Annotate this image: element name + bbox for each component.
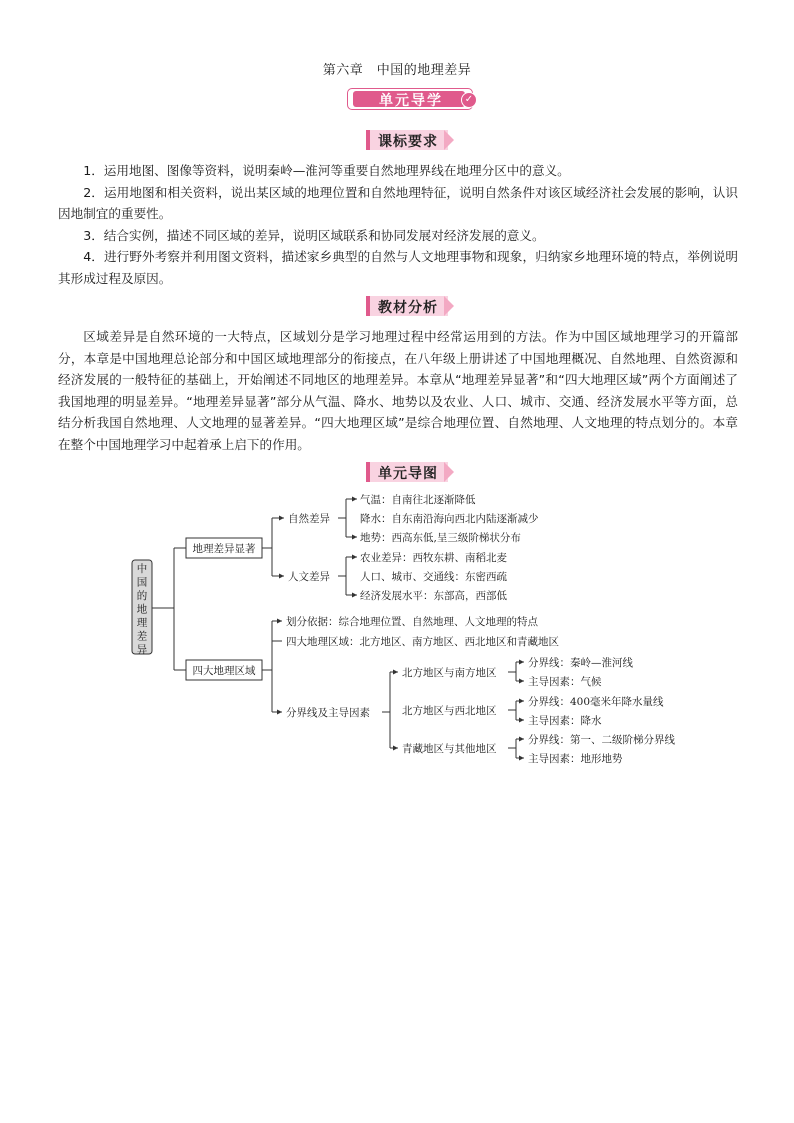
leaf-divider-line: 分界线：秦岭—淮河线: [528, 657, 633, 669]
leaf-divider-factor: 主导因素：气候: [528, 676, 602, 688]
leaf-human: 经济发展水平：东部高，西部低: [360, 590, 507, 602]
node-four-regions: 四大地理区域：北方地区、南方地区、西北地区和青藏地区: [286, 636, 559, 648]
root-label: 中国的地理差异: [136, 563, 148, 656]
check-icon: ✓: [461, 92, 477, 108]
chapter-title: 第六章 中国的地理差异: [322, 63, 472, 78]
leaf-divider-line: 分界线：400毫米年降水量线: [528, 696, 664, 708]
branch-label-differences: 地理差异显著: [192, 543, 256, 555]
leaf-natural: 气温：自南往北逐渐降低: [360, 494, 476, 506]
branch-label-regions: 四大地理区域: [192, 665, 256, 677]
section-heading-text: 课标要求: [378, 134, 438, 150]
analysis-paragraph: 区域差异是自然环境的一大特点，区域划分是学习地理过程中经常运用到的方法。作为中国区域地理学习的开篇部分，本章是中国地理总论部分和中国区域地理部分的衔接点，在八年级上册讲述了中国地理概况、自然地理、自然资源和经济发展的一般特征的基础上，开始阐述不同地区的地理差异。本章从“地理差异显著”和“四大地理区域”两个方面阐述了我国地理的明显差异。“地理差异显著”部分从气温、降水、地势以及农业、人口、城市、交通、经济发展水平等方面，总结分析我国自然地理、人文地理的显著差异。“四大地理区域”是综合地理位置、自然地理、人文地理的特点划分的。本章在整个中国地理学习中起着承上启下的作用。: [58, 329, 738, 452]
node-pair: 北方地区与南方地区: [402, 667, 497, 679]
leaf-divider-factor: 主导因素：降水: [528, 715, 602, 727]
leaf-divider-line: 分界线：第一、二级阶梯分界线: [528, 734, 675, 746]
leaf-natural: 地势：西高东低,呈三级阶梯状分布: [360, 532, 521, 544]
node-pair: 青藏地区与其他地区: [402, 743, 497, 755]
node-division-basis: 划分依据：综合地理位置、自然地理、人文地理的特点: [286, 616, 538, 628]
node-natural-differences: 自然差异: [288, 513, 330, 525]
node-dividers: 分界线及主导因素: [286, 707, 370, 719]
leaf-human: 人口、城市、交通线：东密西疏: [360, 571, 507, 583]
leaf-divider-factor: 主导因素：地形地势: [528, 753, 623, 765]
leaf-human: 农业差异：西牧东耕、南稻北麦: [360, 552, 507, 564]
unit-banner-label: 单元导学: [379, 93, 443, 109]
leaf-natural: 降水：自东南沿海向西北内陆逐渐减少: [360, 513, 539, 525]
curriculum-item: 1．运用地图、图像等资料，说明秦岭—淮河等重要自然地理界线在地理分区中的意义。: [83, 163, 570, 178]
curriculum-item: 3．结合实例，描述不同区域的差异，说明区域联系和协同发展对经济发展的意义。: [83, 227, 545, 243]
node-pair: 北方地区与西北地区: [402, 705, 497, 717]
section-heading-text: 单元导图: [378, 466, 438, 482]
curriculum-item: 2．运用地图和相关资料，说出某区域的地理位置和自然地理特征，说明自然条件对该区域经济社会发展的影响，认识因地制宜的重要性。: [58, 184, 738, 221]
node-human-differences: 人文差异: [288, 571, 330, 583]
curriculum-item: 4．进行野外考察并利用图文资料，描述家乡典型的自然与人文地理事物和现象，归纳家乡地理环境的特点，举例说明其形成过程及原因。: [58, 249, 738, 286]
section-heading-text: 教材分析: [378, 300, 438, 316]
